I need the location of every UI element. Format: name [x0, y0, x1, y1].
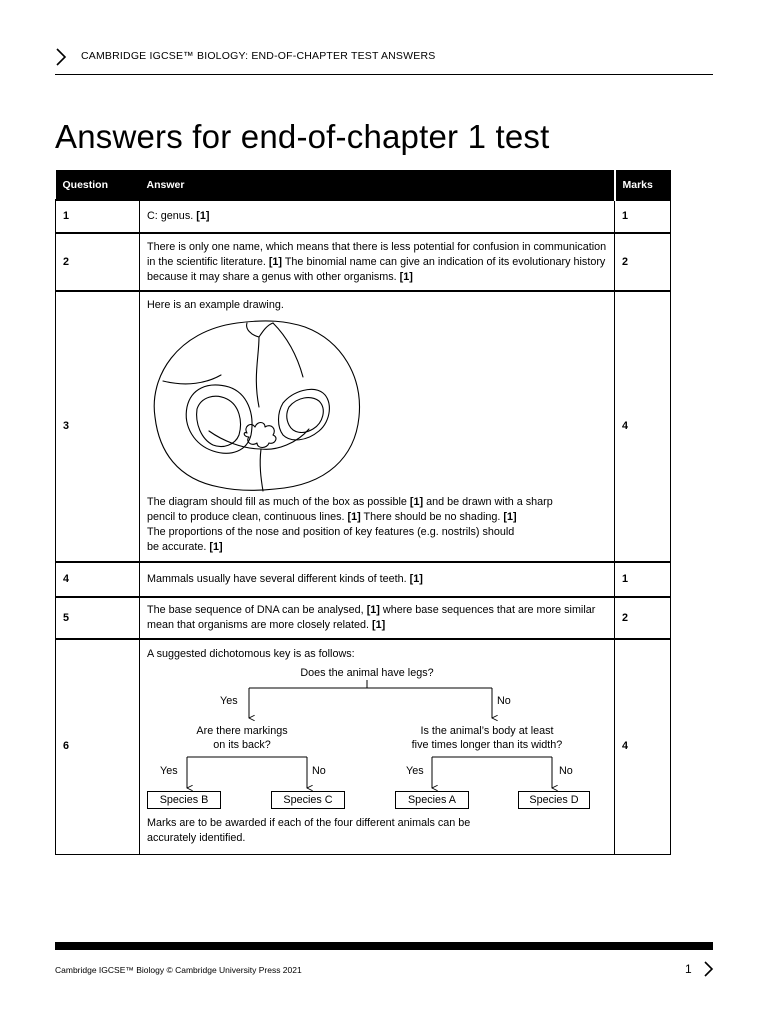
- marks-value: 2: [615, 597, 671, 639]
- footer-copyright: Cambridge IGCSE™ Biology © Cambridge University Press 2021: [55, 965, 302, 975]
- column-header-question: Question: [56, 170, 140, 200]
- table-row: [56, 562, 671, 597]
- drawing-intro: Here is an example drawing.: [147, 299, 284, 311]
- key-right-question-line: Is the animal’s body at least: [420, 725, 554, 738]
- dichotomous-key: [147, 662, 607, 812]
- key-right-question-line: five times longer than its width?: [411, 739, 563, 752]
- answer-text: [147, 240, 607, 285]
- answer-cell: [140, 639, 615, 854]
- criteria-line: [147, 525, 607, 540]
- marks-value: 1: [615, 200, 671, 233]
- answer-text: [147, 209, 607, 224]
- answer-cell: [140, 562, 615, 597]
- answer-cell: [140, 291, 615, 562]
- key-yes-label: Yes: [160, 765, 178, 778]
- key-left-question-line: on its back?: [213, 739, 271, 752]
- marks-value: 4: [615, 291, 671, 562]
- key-root-question: Does the animal have legs?: [300, 667, 434, 680]
- question-number: 5: [56, 597, 140, 639]
- key-left-question: [167, 724, 317, 752]
- mark-allocation: [1]: [366, 604, 380, 616]
- table-row: [56, 597, 671, 639]
- answer-fragment: be accurate.: [147, 541, 210, 553]
- species-b-box: Species B: [147, 791, 221, 809]
- page-number: 1: [685, 962, 692, 976]
- answer-cell: [140, 597, 615, 639]
- answer-text: [147, 572, 607, 587]
- answer-fragment: There should be no shading.: [360, 511, 504, 523]
- answer-cell: [140, 200, 615, 233]
- key-no-label: No: [312, 765, 326, 778]
- key-yes-label: Yes: [220, 695, 238, 708]
- mark-allocation: [1]: [347, 511, 361, 523]
- mark-allocation: [1]: [409, 573, 423, 585]
- answer-fragment: There is only one name, which means that there is less potential for confusion in communication in the scientific literature.: [147, 240, 607, 268]
- mark-allocation: [1]: [209, 541, 223, 553]
- footer-rule: [55, 942, 713, 950]
- marks-value: 2: [615, 233, 671, 291]
- key-no-label: No: [497, 695, 511, 708]
- page-title: Answers for end-of-chapter 1 test: [55, 118, 550, 155]
- key-intro: A suggested dichotomous key is as follows:: [147, 648, 355, 661]
- answer-fragment: Mammals usually have several different kinds of teeth.: [147, 573, 410, 585]
- marks-value: 1: [615, 562, 671, 597]
- answer-fragment: where base sequences that are more similar mean that organisms are more closely related.: [147, 604, 596, 631]
- answer-fragment: The binomial name can give an indication of its evolutionary history because it may share a genus with other organisms.: [147, 255, 606, 283]
- mark-allocation: [1]: [399, 270, 413, 283]
- running-header: [55, 44, 713, 75]
- table-row: [56, 291, 671, 562]
- question-number: 4: [56, 562, 140, 597]
- running-title: CAMBRIDGE IGCSE™ BIOLOGY: END-OF-CHAPTER TEST ANSWERS: [81, 50, 436, 62]
- answer-fragment: The base sequence of DNA can be analysed,: [147, 604, 367, 616]
- answers-table: [55, 170, 671, 855]
- chevron-right-icon: [703, 960, 715, 978]
- mark-allocation: [1]: [372, 619, 386, 631]
- question-number: 2: [56, 233, 140, 291]
- snout-drawing: [147, 317, 367, 493]
- table-row: [56, 639, 671, 854]
- table-row: [56, 200, 671, 233]
- species-a-box: Species A: [395, 791, 469, 809]
- column-header-answer: Answer: [140, 170, 615, 200]
- species-c-box: Species C: [271, 791, 345, 809]
- question-number: 3: [56, 291, 140, 562]
- answer-fragment: pencil to produce clean, continuous lines.: [147, 511, 348, 523]
- question-number: 1: [56, 200, 140, 233]
- answer-fragment: The diagram should fill as much of the box as possible: [147, 496, 410, 508]
- answer-cell: [140, 233, 615, 291]
- answer-fragment: C: genus.: [147, 210, 197, 222]
- marks-value: 4: [615, 639, 671, 854]
- answer-fragment: and be drawn with a sharp: [423, 496, 553, 508]
- mark-allocation: [1]: [409, 496, 424, 508]
- answer-fragment: The proportions of the nose and position of key features (e.g. nostrils) should: [147, 526, 515, 538]
- key-no-label: No: [559, 765, 573, 778]
- species-d-box: Species D: [518, 791, 590, 809]
- drawing-criteria: [147, 495, 607, 555]
- key-right-question: [387, 724, 587, 752]
- mark-allocation: [1]: [268, 255, 283, 268]
- key-outro: Marks are to be awarded if each of the four different animals can be accurately identified.: [147, 817, 471, 845]
- answer-text: [147, 603, 607, 633]
- key-left-question-line: Are there markings: [196, 725, 288, 738]
- table-header-row: [56, 170, 671, 200]
- mark-allocation: [1]: [503, 511, 517, 523]
- chevron-right-icon: [55, 47, 67, 67]
- criteria-line: [147, 540, 607, 555]
- mark-allocation: [1]: [196, 210, 210, 222]
- criteria-line: [147, 510, 607, 525]
- question-number: 6: [56, 639, 140, 854]
- column-header-marks: Marks: [615, 170, 671, 200]
- criteria-line: [147, 495, 607, 510]
- table-row: [56, 233, 671, 291]
- key-yes-label: Yes: [406, 765, 424, 778]
